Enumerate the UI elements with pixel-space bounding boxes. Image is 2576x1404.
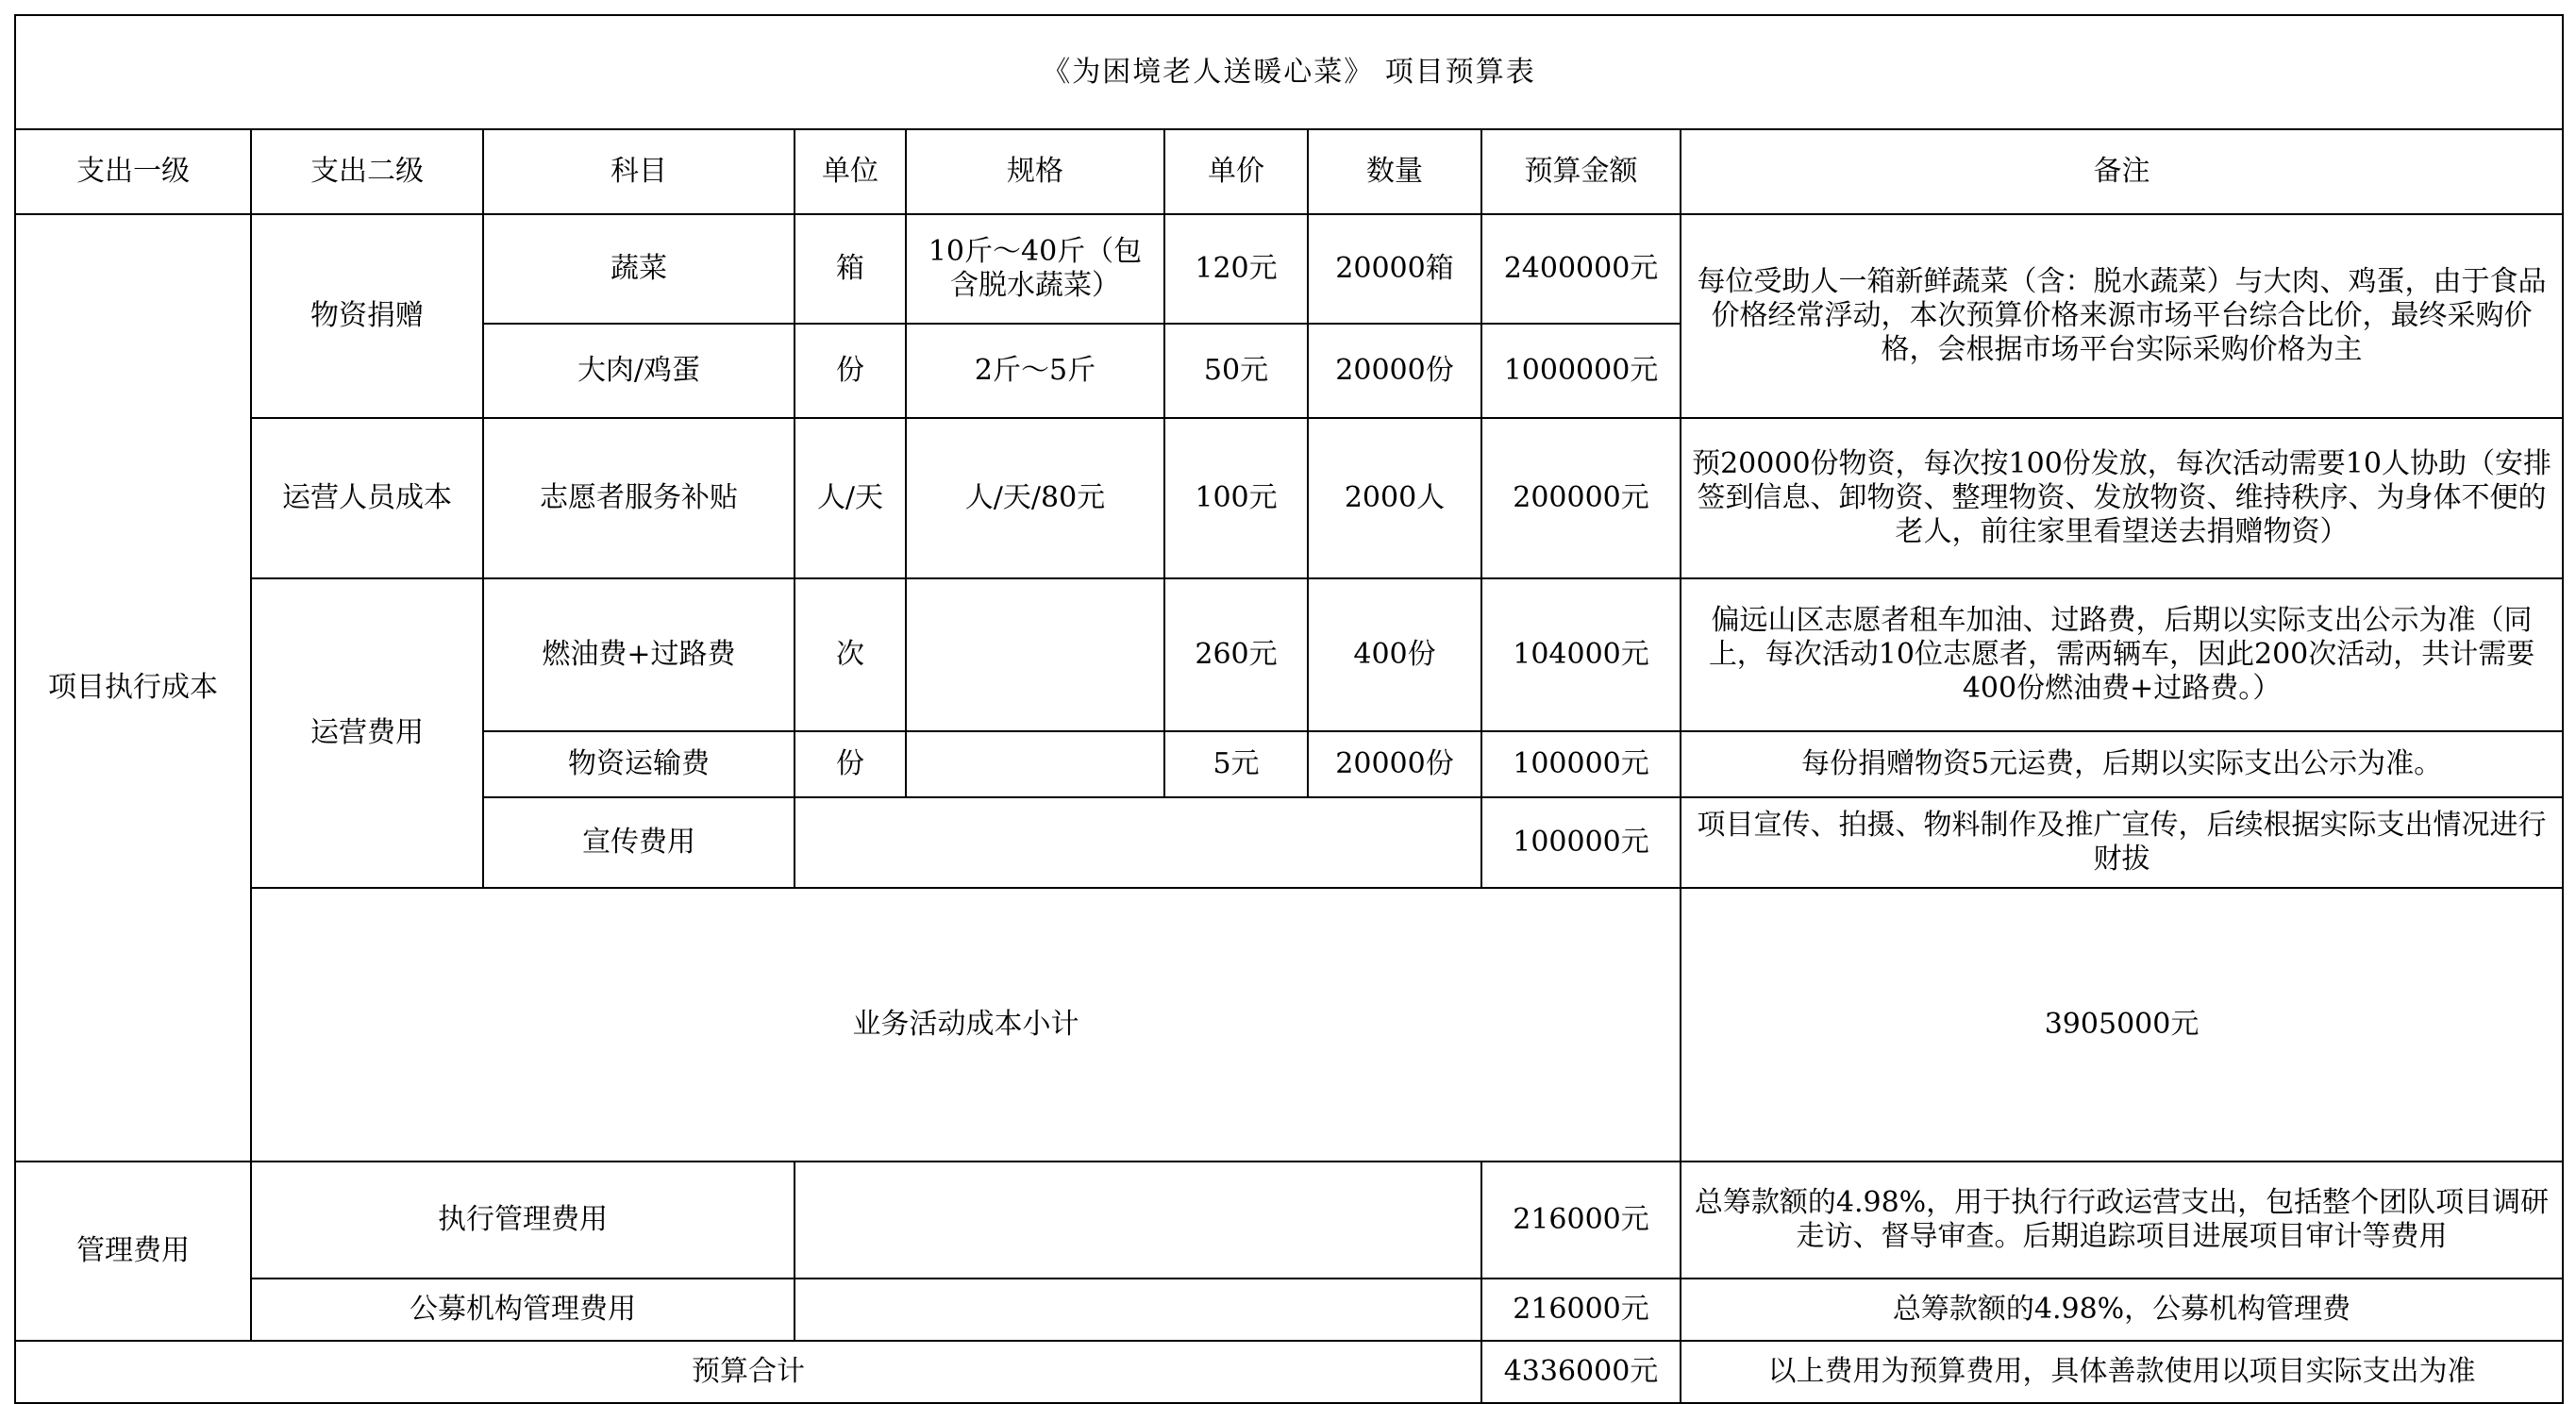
- price-cell: 260元: [1164, 578, 1308, 731]
- unit-cell: 份: [795, 731, 906, 797]
- price-cell: 50元: [1164, 324, 1308, 418]
- header-cell: 支出一级: [15, 129, 251, 214]
- item-cell: 志愿者服务补贴: [483, 418, 795, 578]
- level1-execution-cost: 项目执行成本: [15, 214, 251, 1162]
- item-cell: 蔬菜: [483, 214, 795, 324]
- amount-cell: 200000元: [1481, 418, 1681, 578]
- level2-material-donation: 物资捐赠: [251, 214, 483, 418]
- spec-cell: [906, 731, 1164, 797]
- spec-cell: [906, 578, 1164, 731]
- amount-cell: 100000元: [1481, 797, 1681, 888]
- amount-cell: 100000元: [1481, 731, 1681, 797]
- amount-cell: 1000000元: [1481, 324, 1681, 418]
- item-cell: 燃油费+过路费: [483, 578, 795, 731]
- header-cell: 科目: [483, 129, 795, 214]
- header-cell: 单价: [1164, 129, 1308, 214]
- header-cell: 单位: [795, 129, 906, 214]
- table-row: [15, 1162, 2563, 1279]
- header-cell: 预算金额: [1481, 129, 1681, 214]
- subtotal-amount: 3905000元: [1681, 888, 2563, 1162]
- item-cell: 执行管理费用: [251, 1162, 795, 1279]
- header-cell: 支出二级: [251, 129, 483, 214]
- note-cell: 每份捐赠物资5元运费，后期以实际支出公示为准。: [1681, 731, 2563, 797]
- table-row: [15, 578, 2563, 731]
- table-row: [15, 418, 2563, 578]
- price-cell: 120元: [1164, 214, 1308, 324]
- note-cell: 每位受助人一箱新鲜蔬菜（含：脱水蔬菜）与大肉、鸡蛋，由于食品价格经常浮动，本次预算价格来源市场平台综合比价，最终采购价格，会根据市场平台实际采购价格为主: [1681, 214, 2563, 418]
- quantity-cell: 20000份: [1308, 731, 1481, 797]
- table-row: [15, 1279, 2563, 1341]
- amount-cell: 104000元: [1481, 578, 1681, 731]
- table-title: 《为困境老人送暖心菜》 项目预算表: [15, 15, 2563, 129]
- item-cell: 公募机构管理费用: [251, 1279, 795, 1341]
- header-cell: 数量: [1308, 129, 1481, 214]
- unit-cell: 人/天: [795, 418, 906, 578]
- unit-cell: 箱: [795, 214, 906, 324]
- level2-staff-cost: 运营人员成本: [251, 418, 483, 578]
- note-cell: 偏远山区志愿者租车加油、过路费，后期以实际支出公示为准（同上，每次活动10位志愿者，需两辆车，因此200次活动，共计需要400份燃油费+过路费。）: [1681, 578, 2563, 731]
- total-row: [15, 1341, 2563, 1403]
- item-cell: 物资运输费: [483, 731, 795, 797]
- note-cell: 总筹款额的4.98%，公募机构管理费: [1681, 1279, 2563, 1341]
- quantity-cell: 400份: [1308, 578, 1481, 731]
- note-cell: 总筹款额的4.98%，用于执行行政运营支出，包括整个团队项目调研走访、督导审查。后期追踪项目进展项目审计等费用: [1681, 1162, 2563, 1279]
- header-cell: 备注: [1681, 129, 2563, 214]
- item-cell: 大肉/鸡蛋: [483, 324, 795, 418]
- unit-cell: 份: [795, 324, 906, 418]
- note-cell: 预20000份物资，每次按100份发放，每次活动需要10人协助（安排签到信息、卸物资、整理物资、发放物资、维持秩序、为身体不便的老人，前往家里看望送去捐赠物资）: [1681, 418, 2563, 578]
- quantity-cell: 20000箱: [1308, 214, 1481, 324]
- price-cell: 5元: [1164, 731, 1308, 797]
- quantity-cell: 20000份: [1308, 324, 1481, 418]
- quantity-cell: 2000人: [1308, 418, 1481, 578]
- spec-cell: 10斤～40斤（包含脱水蔬菜）: [906, 214, 1164, 324]
- unit-cell: 次: [795, 578, 906, 731]
- table-row: [15, 214, 2563, 324]
- title-row: [15, 15, 2563, 129]
- total-amount: 4336000元: [1481, 1341, 1681, 1403]
- subtotal-label: 业务活动成本小计: [251, 888, 1681, 1162]
- empty-cell: [795, 1162, 1481, 1279]
- level1-management-fee: 管理费用: [15, 1162, 251, 1341]
- note-cell: 项目宣传、拍摄、物料制作及推广宣传，后续根据实际支出情况进行财拔: [1681, 797, 2563, 888]
- empty-cell: [795, 797, 1481, 888]
- header-row: [15, 129, 2563, 214]
- price-cell: 100元: [1164, 418, 1308, 578]
- subtotal-row: [15, 888, 2563, 1162]
- item-cell: 宣传费用: [483, 797, 795, 888]
- spec-cell: 人/天/80元: [906, 418, 1164, 578]
- amount-cell: 216000元: [1481, 1279, 1681, 1341]
- total-label: 预算合计: [15, 1341, 1481, 1403]
- amount-cell: 216000元: [1481, 1162, 1681, 1279]
- budget-table: [14, 14, 2564, 1404]
- header-cell: 规格: [906, 129, 1164, 214]
- amount-cell: 2400000元: [1481, 214, 1681, 324]
- spec-cell: 2斤～5斤: [906, 324, 1164, 418]
- level2-operating-expenses: 运营费用: [251, 578, 483, 888]
- total-note: 以上费用为预算费用，具体善款使用以项目实际支出为准: [1681, 1341, 2563, 1403]
- empty-cell: [795, 1279, 1481, 1341]
